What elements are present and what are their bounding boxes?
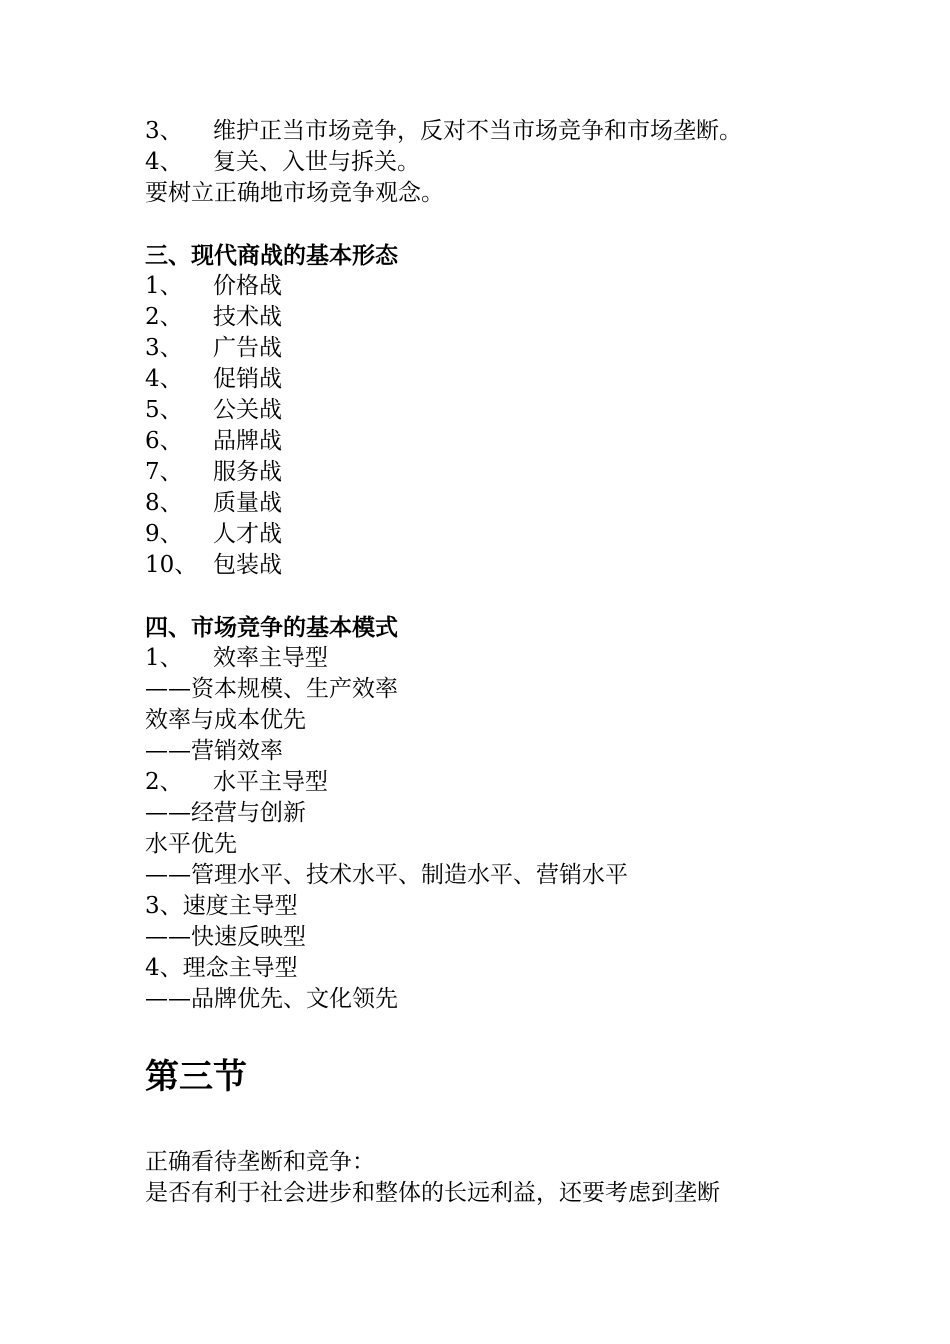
model-detail: ——资本规模、生产效率 bbox=[145, 676, 398, 702]
list-number: 1、 bbox=[145, 645, 183, 671]
list-item bbox=[145, 457, 845, 488]
list-text: 价格战 bbox=[213, 273, 282, 299]
list-item bbox=[145, 116, 845, 147]
list-number: 7、 bbox=[145, 459, 183, 485]
list-number: 4、 bbox=[145, 366, 183, 392]
model-detail: ——品牌优先、文化领先 bbox=[145, 986, 398, 1012]
list-text: 广告战 bbox=[213, 335, 282, 361]
list-item bbox=[145, 426, 845, 457]
list-item bbox=[145, 364, 845, 395]
list-text: 品牌战 bbox=[213, 428, 282, 454]
closing-text: 正确看待垄断和竞争： bbox=[145, 1149, 375, 1175]
list-item bbox=[145, 302, 845, 333]
list-text: 公关战 bbox=[213, 397, 282, 423]
section-heading-competition-models: 四、市场竞争的基本模式 bbox=[145, 614, 398, 641]
section-heading-battle-forms: 三、现代商战的基本形态 bbox=[145, 242, 398, 269]
list-number: 4、 bbox=[145, 149, 183, 175]
model-detail: ——营销效率 bbox=[145, 738, 283, 764]
list-item bbox=[145, 550, 845, 581]
closing-text: 是否有利于社会进步和整体的长远利益，还要考虑到垄断 bbox=[145, 1180, 720, 1206]
model-detail: ——管理水平、技术水平、制造水平、营销水平 bbox=[145, 862, 628, 888]
model-detail: 效率与成本优先 bbox=[145, 707, 306, 733]
list-item bbox=[145, 395, 845, 426]
list-text: 水平主导型 bbox=[213, 769, 328, 795]
list-text: 复关、入世与拆关。 bbox=[213, 149, 420, 175]
model-detail: ——快速反映型 bbox=[145, 924, 306, 950]
list-text: 促销战 bbox=[213, 366, 282, 392]
list-number: 5、 bbox=[145, 397, 183, 423]
intro-conclusion: 要树立正确地市场竞争观念。 bbox=[145, 180, 444, 206]
list-number: 8、 bbox=[145, 490, 183, 516]
spacer bbox=[145, 581, 845, 612]
spacer bbox=[145, 209, 845, 240]
list-item bbox=[145, 147, 845, 178]
model-title: 3、速度主导型 bbox=[145, 893, 298, 919]
list-text: 效率主导型 bbox=[213, 645, 328, 671]
list-text: 人才战 bbox=[213, 521, 282, 547]
list-text: 维护正当市场竞争，反对不当市场竞争和市场垄断。 bbox=[213, 118, 742, 144]
document-page bbox=[145, 116, 845, 1209]
list-number: 1、 bbox=[145, 273, 183, 299]
model-detail: ——经营与创新 bbox=[145, 800, 306, 826]
list-text: 服务战 bbox=[213, 459, 282, 485]
list-number: 3、 bbox=[145, 335, 183, 361]
list-number: 2、 bbox=[145, 304, 183, 330]
list-item bbox=[145, 333, 845, 364]
list-number: 6、 bbox=[145, 428, 183, 454]
model-title bbox=[145, 767, 845, 798]
model-detail: 水平优先 bbox=[145, 831, 237, 857]
list-number: 3、 bbox=[145, 118, 183, 144]
list-number: 9、 bbox=[145, 521, 183, 547]
list-item bbox=[145, 519, 845, 550]
list-number: 2、 bbox=[145, 769, 183, 795]
list-text: 包装战 bbox=[213, 552, 282, 578]
list-text: 质量战 bbox=[213, 490, 282, 516]
list-text: 技术战 bbox=[213, 304, 282, 330]
list-number: 10、 bbox=[145, 552, 198, 578]
list-item bbox=[145, 271, 845, 302]
section-title: 第三节 bbox=[145, 1057, 247, 1097]
model-title: 4、理念主导型 bbox=[145, 955, 298, 981]
model-title bbox=[145, 643, 845, 674]
list-item bbox=[145, 488, 845, 519]
